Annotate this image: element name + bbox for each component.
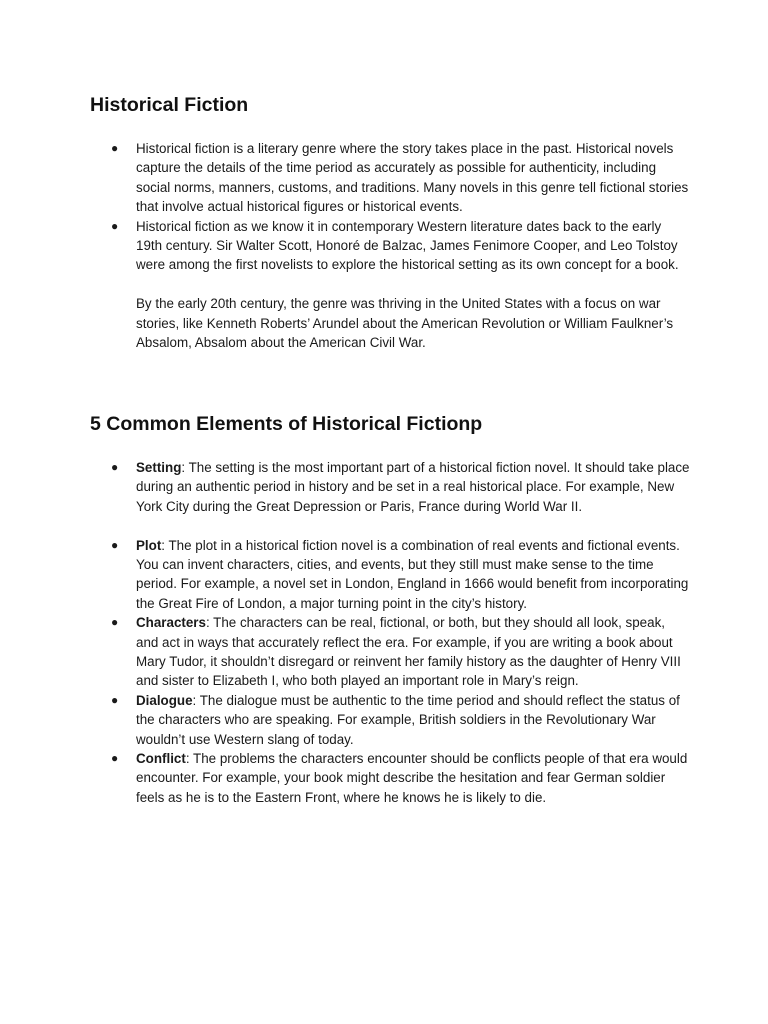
element-term: Setting <box>136 460 182 475</box>
element-description: : The problems the characters encounter should be conflicts people of that era would encounter. For example, your book might describe the hesitation and fear German soldier feels as he is to the Eastern Front, where he knows he is likely to die. <box>136 751 688 805</box>
section-heading-historical-fiction: Historical Fiction <box>90 94 249 116</box>
element-description: : The characters can be real, fictional, or both, but they should all look, speak, and act in ways that accurately reflect the era. For example, if you are writing a book about Mary Tudor, it shouldn’t disregard or reinvent her family history as the daughter of Henry VIII and sister to Elizabeth I, who both played an important role in Mary’s reign. <box>136 615 681 689</box>
list-item <box>90 691 690 749</box>
list-item-text: By the early 20th century, the genre was thriving in the United States with a focus on war stories, like Kenneth Roberts’ Arundel about the American Revolution or William Faulkner’s Absalom, Absalom about the American Civil War. <box>136 296 674 351</box>
bullet-icon: ● <box>111 218 119 233</box>
list-item-text: Historical fiction as we know it in contemporary Western literature dates back to the early 19th century. Sir Walter Scott, Honoré de Balzac, James Fenimore Cooper, and Leo Tolstoy were among the first novelists to explore the historical setting as its own concept for a book. <box>136 218 679 273</box>
list-item <box>90 613 690 691</box>
element-term: Conflict <box>136 751 186 767</box>
element-term: Plot <box>136 537 162 553</box>
element-description: : The setting is the most important part of a historical fiction novel. It should take place during an authentic period in history and be set in a real historical place. For example, New York City during the Great Depression or Paris, France during World War II. <box>136 460 690 514</box>
bullet-icon: ● <box>111 537 119 552</box>
list-item <box>90 458 690 516</box>
bullet-icon: ● <box>111 141 119 155</box>
bullet-icon: ● <box>111 615 119 630</box>
intro-bullet-list <box>90 139 690 352</box>
bullet-icon: ● <box>111 692 119 707</box>
element-term: Characters <box>136 615 206 631</box>
element-description: : The plot in a historical fiction novel is a combination of real events and fictional events. You can invent characters, cities, and events, but they still must make sense to the time period. For example, a novel set in London, England in 1666 would benefit from incorporating the Great Fire of London, a major turning point in the city’s history. <box>136 537 689 611</box>
bullet-icon: ● <box>111 751 119 766</box>
section-heading-common-elements: 5 Common Elements of Historical Fictionp <box>90 413 483 435</box>
element-term: Dialogue <box>136 692 193 708</box>
bullet-icon: ● <box>111 460 119 474</box>
list-item <box>90 139 690 217</box>
list-item <box>90 217 690 353</box>
list-item <box>90 749 690 807</box>
list-item-text: Historical fiction is a literary genre where the story takes place in the past. Historical novels capture the details of the time period as accurately as possible for authenticity, including social norms, manners, customs, and traditions. Many novels in this genre tell fictional stories that involve actual historical figures or historical events. <box>136 141 689 215</box>
list-item <box>90 536 690 614</box>
element-description: : The dialogue must be authentic to the time period and should reflect the status of the characters who are speaking. For example, British soldiers in the Revolutionary War wouldn’t use Western slang of today. <box>136 692 680 747</box>
elements-bullet-list <box>90 458 690 807</box>
